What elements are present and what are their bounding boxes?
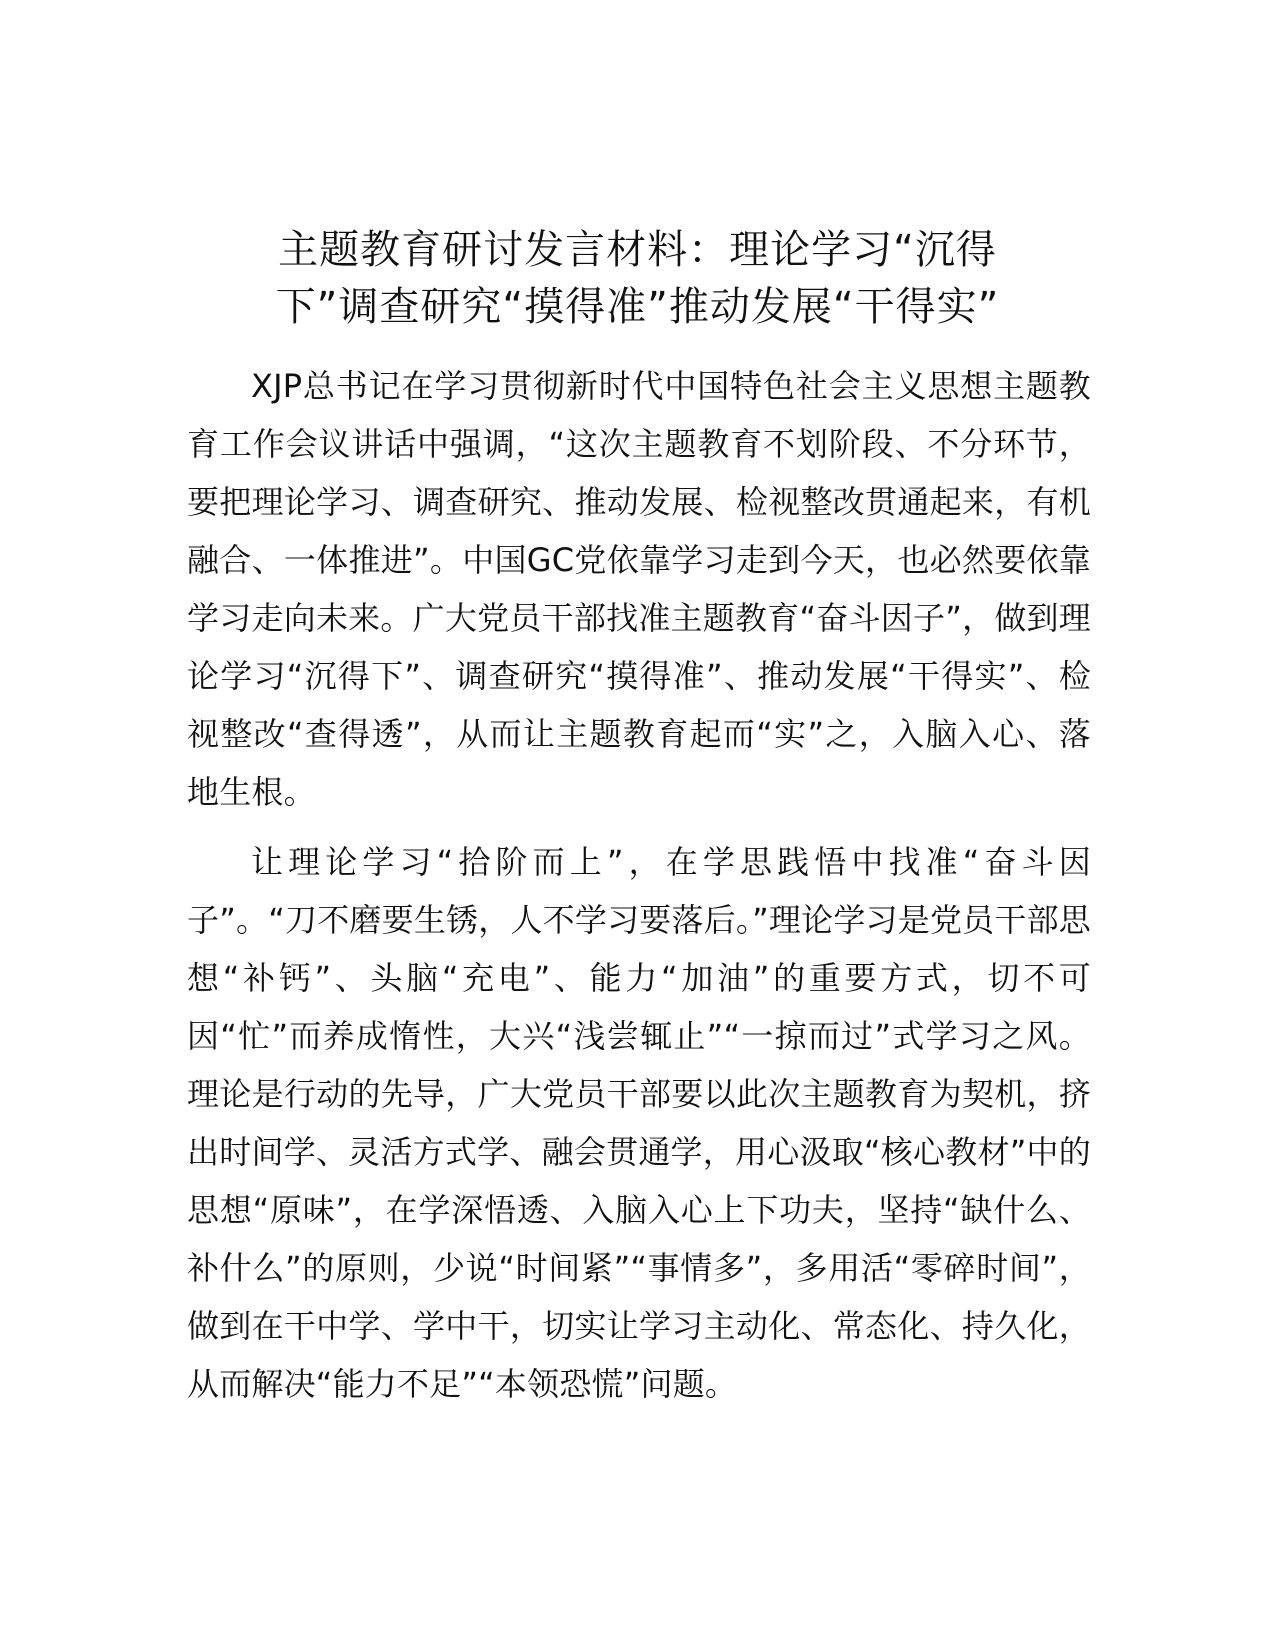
paragraph-2: 让理论学习“拾阶而上”，在学思践悟中找准“奋斗因子”。“刀不磨要生锈，人不学习要落后。”理论学习是党员干部思想“补钙”、头脑“充电”、能力“加油”的重要方式，切不可因“忙”而养成惰性，大兴“浅尝辄止”“一掠而过”式学习之风。理论是行动的先导，广大党员干部要以此次主题教育为契机，挤出时间学、灵活方式学、融会贯通学，用心汲取“核心教材”中的思想“原味”，在学深悟透、入脑入心上下功夫，坚持“缺什么、补什么”的原则，少说“时间紧”“事情多”，多用活“零碎时间”，做到在干中学、学中干，切实让学习主动化、常态化、持久化，从而解决“能力不足”“本领恐慌”问题。: [187, 843, 1091, 1403]
paragraph-1: XJP总书记在学习贯彻新时代中国特色社会主义思想主题教育工作会议讲话中强调，“这次主题教育不划阶段、不分环节，要把理论学习、调查研究、推动发展、检视整改贯通起来，有机融合、一体推进”。中国GC党依靠学习走到今天，也必然要依靠学习走向未来。广大党员干部找准主题教育“奋斗因子”，做到理论学习“沉得下”、调查研究“摸得准”、推动发展“干得实”、检视整改“查得透”，从而让主题教育起而“实”之，入脑入心、落地生根。: [187, 367, 1091, 811]
document-body: [187, 357, 1091, 1425]
title-line-1: 主题教育研讨发言材料：理论学习“沉得: [278, 227, 997, 273]
document-title: [185, 222, 1090, 336]
title-line-2: 下”调查研究“摸得准”推动发展“干得实”: [275, 284, 1000, 330]
